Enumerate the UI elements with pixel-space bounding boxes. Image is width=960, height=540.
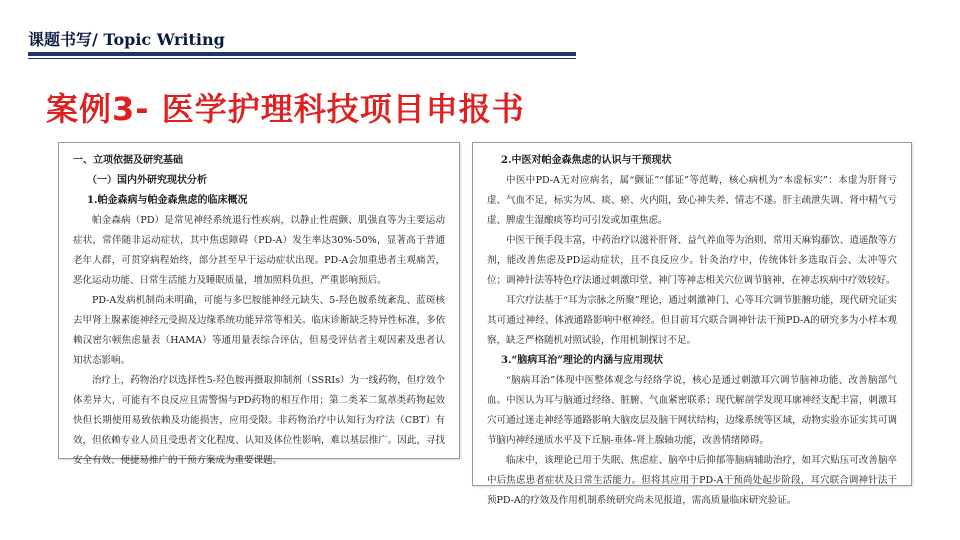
- topic-heading: 2.中医对帕金森焦虑的认识与干预现状: [501, 155, 672, 166]
- header-title: 课题书写/ Topic Writing: [28, 30, 225, 49]
- topic-heading: 3.“脑病耳治”理论的内涵与应用现状: [501, 355, 663, 366]
- paragraph: “脑病耳治”体现中医整体观念与经络学说，核心是通过刺激耳穴调节脑神功能、改善脑部气血。中医认为耳与脑通过经络、脏腑、气血紧密联系；现代解剖学发现耳廓神经支配丰富，刺激耳穴可通过迷走神经等通路影响大脑皮层及脑干网状结构，边缘系统等区域，动物实验亦证实其可调节脑内神经递质水平及下丘脑-垂体-肾上腺轴功能，改善情绪障碍。: [487, 375, 897, 446]
- paragraph: 中医干预手段丰富，中药治疗以滋补肝肾、益气养血等为治则，常用天麻钩藤饮、逍遥散等方剂，能改善焦虑及PD运动症状，且不良反应少。针灸治疗中，传统体针多选取百会、太冲等穴位；调神针法等特色疗法通过刺激印堂、神门等神志相关穴位调节脑神，在神志疾病中疗效较好。: [487, 235, 897, 286]
- paragraph: 帕金森病（PD）是常见神经系统退行性疾病，以静止性震颤、肌强直等为主要运动症状，常伴随非运动症状，其中焦虑障碍（PD-A）发生率达30%-50%，显著高于普通老年人群，可贯穿病程始终，部分甚至早于运动症状出现。PD-A会加重患者主观痛苦，恶化运动功能、日常生活能力及睡眠质量，增加照料负担，严重影响预后。: [73, 215, 445, 286]
- paragraph: 治疗上，药物治疗以选择性5-羟色胺再摄取抑制剂（SSRIs）为一线药物，但疗效个体差异大，可能有不良反应且需警惕与PD药物的相互作用；第二类苯二氮䓬类药物起效快但长期使用易致依赖及功能损害，应用受限。非药物治疗中认知行为疗法（CBT）有效，但依赖专业人员且受患者文化程度、认知及体位性影响，难以基层推广。因此，寻找安全有效、便捷易推广的干预方案成为重要课题。: [73, 375, 445, 466]
- section-heading: 一、立项依据及研究基础: [73, 155, 183, 166]
- paragraph: 中医中PD-A无对应病名，属“颤证”“郁证”等范畴，核心病机为“本虚标实”：本虚为肝肾亏虚、气血不足，标实为风、痰、瘀、火内阻，致心神失养、情志不遂。肝主疏泄失调、肾中精气亏虚、脾虚生湿酿痰等均可引发或加重焦虑。: [487, 175, 897, 226]
- header-divider-thick: [28, 52, 576, 56]
- document-excerpt-right: [472, 142, 912, 506]
- paragraph: 耳穴疗法基于“耳为宗脉之所聚”理论，通过刺激神门、心等耳穴调节脏腑功能，现代研究证实其可通过神经、体液通路影响中枢神经。但目前耳穴联合调神针法干预PD-A的研究多为小样本观察，缺乏严格随机对照试验，作用机制探讨不足。: [487, 295, 897, 346]
- paragraph: 临床中，该理论已用于失眠、焦虑症、脑卒中后抑郁等脑病辅助治疗，如耳穴贴压可改善脑卒中后焦虑患者症状及日常生活能力。但将其应用于PD-A干预尚处起步阶段，耳穴联合调神针法干预PD-A的疗效及作用机制系统研究尚未见报道，需高质量临床研究验证。: [487, 455, 897, 506]
- header-divider-thin: [28, 58, 576, 59]
- topic-heading: 1.帕金森病与帕金森焦虑的临床概况: [87, 195, 248, 206]
- subsection-heading: （一）国内外研究现状分析: [87, 175, 207, 186]
- paragraph: PD-A发病机制尚未明确，可能与多巴胺能神经元缺失、5-羟色胺系统紊乱、蓝斑核去甲肾上腺素能神经元受损及边缘系统功能异常等相关。临床诊断缺乏特异性标准，多依赖汉密尔顿焦虑量表（HAMA）等通用量表综合评估，但易受评估者主观因素及患者认知状态影响。: [73, 295, 445, 366]
- document-excerpt-left: [58, 142, 460, 466]
- slide-title: 案例3- 医学护理科技项目申报书: [46, 90, 525, 128]
